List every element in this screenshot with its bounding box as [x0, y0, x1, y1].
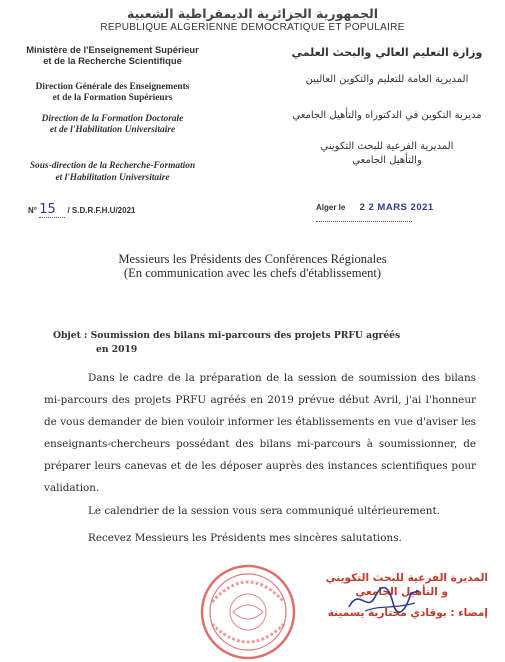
ministry-ar: وزارة التعليم العالي والبحث العلمي: [291, 46, 483, 59]
sous-direction-ar-line2: والتأهيل الجامعي: [352, 155, 422, 166]
date-stamp: 2 2 MARS 2021: [359, 202, 434, 213]
sous-direction-fr-line2: et l'Habilitation Universitaire: [55, 173, 170, 183]
sous-direction-fr: [10, 160, 215, 184]
reference-number: 15: [39, 202, 56, 217]
sous-direction-ar: [277, 140, 497, 168]
sous-direction-fr-line1: Sous-direction de la Recherche-Formation: [29, 161, 196, 171]
body-paragraph-1: Dans le cadre de la préparation de la session de soumission des bilans mi-parcours des projets PRFU agréés en 2019 prévue début Avril, j'ai l'honneur de vous demander de bien vouloir informer les établissements en vue d'aviser les enseignants-chercheurs possédant des bilans mi-parcours à soumissionner, de préparer leurs canevas et de les déposer auprès des instances scientifiques pour validation.: [44, 372, 476, 494]
republic-french-title: REPUBLIQUE ALGERIENNE DEMOCRATIQUE ET POPULAIRE: [100, 22, 405, 33]
addressee-line2: (En communication avec les chefs d'établissement): [123, 266, 382, 280]
direction-fr-line1: Direction de la Formation Doctorale: [41, 114, 184, 124]
body-paragraph-3: Recevez Messieurs les Présidents mes sincères salutations.: [88, 532, 402, 544]
republic-arabic-title: الجمهورية الجزائرية الديمقراطية الشعبية: [126, 6, 379, 21]
official-seal-icon: [198, 562, 298, 662]
signatory-name: إمضاء : بوقادي مختارية يسمينة: [327, 607, 488, 619]
direction-fr-line2: et de l'Habilitation Universitaire: [49, 125, 176, 135]
date-dotted-line: [316, 221, 412, 222]
object-line2: en 2019: [96, 344, 138, 355]
direction-generale-fr-line2: et de la Formation Supérieurs: [52, 93, 173, 103]
direction-fr: [10, 114, 215, 136]
date-place: Alger le: [316, 203, 346, 212]
signatory-title-line1: المديرة الفرعية للبحث التكويني: [325, 572, 488, 584]
direction-generale-fr-line1: Direction Générale des Enseignements: [35, 82, 190, 92]
addressee-line1: Messieurs les Présidents des Conférences Régionales: [118, 252, 387, 266]
letter-object: [53, 329, 473, 357]
body-paragraph-2: Le calendrier de la session vous sera communiqué ultérieurement.: [88, 505, 440, 517]
ministry-fr-line2: et de la Recherche Scientifique: [43, 55, 182, 66]
direction-generale-fr: [10, 82, 215, 104]
signatory-title-line2: و التأهيل الجامعي: [355, 586, 448, 598]
ministry-fr-line1: Ministère de l'Enseignement Supérieur: [26, 44, 199, 55]
addressee: [0, 252, 505, 280]
reference-line: [28, 202, 135, 218]
reference-underline: [39, 202, 65, 218]
handwritten-signature-icon: [345, 583, 425, 617]
direction-ar: مديرية التكوين في الدكتوراه والتأهيل الجامعي: [292, 110, 482, 121]
direction-generale-ar: [277, 73, 497, 87]
object-line1: Objet : Soumission des bilans mi-parcours des projets PRFU agréés: [53, 330, 401, 341]
direction-generale-ar-line1: المديرية العامة للتعليم والتكوين العاليين: [305, 74, 469, 85]
sous-direction-ar-line1: المديرية الفرعية للبحث التكويني: [320, 141, 454, 152]
ministry-fr: [10, 44, 215, 66]
date-line: [316, 202, 505, 222]
reference-prefix: N°: [28, 206, 37, 215]
reference-suffix: / S.D.R.F.H.U/2021: [67, 206, 136, 215]
